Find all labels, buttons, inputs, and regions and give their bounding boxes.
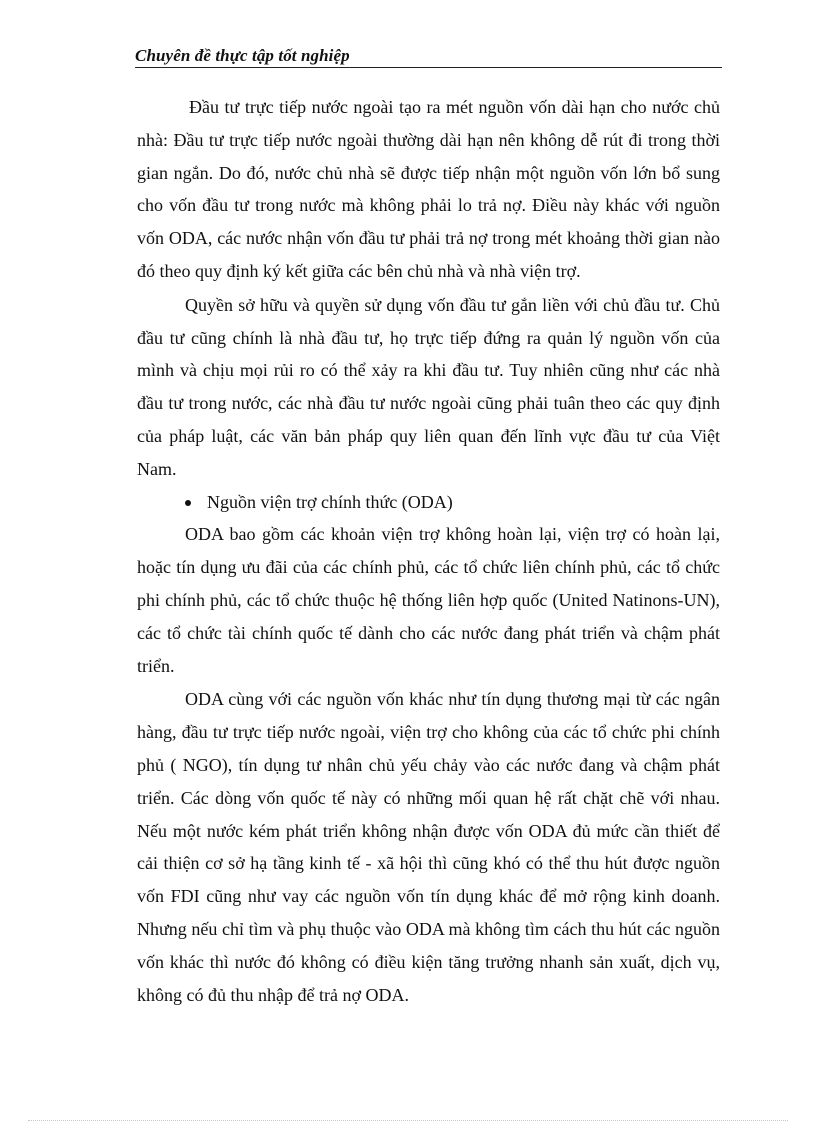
- page-header: [135, 46, 722, 68]
- paragraph-fdi-long-term-capital: Đầu tư trực tiếp nước ngoài tạo ra mét nguồn vốn dài hạn cho nước chủ nhà: Đầu tư trực tiếp nước ngoài thường dài hạn nên không dễ rút đi trong thời gian ngắn. Do đó, nước chủ nhà sẽ được tiếp nhận một nguồn vốn lớn bổ sung cho vốn đầu tư trong nước mà không phải lo trả nợ. Điều này khác với nguồn vốn ODA, các nước nhận vốn đầu tư phải trả nợ trong mét khoảng thời gian nào đó theo quy định ký kết giữa các bên chủ nhà và nhà viện trợ.: [137, 97, 720, 281]
- paragraph-oda-and-other-capital: ODA cùng với các nguồn vốn khác như tín dụng thương mại từ các ngân hàng, đầu tư trực tiếp nước ngoài, viện trợ cho không của các tổ chức phi chính phủ ( NGO), tín dụng tư nhân chủ yếu chảy vào các nước đang và chậm phát triển. Các dòng vốn quốc tế này có những mối quan hệ rất chặt chẽ với nhau. Nếu một nước kém phát triển không nhận được vốn ODA đủ mức cần thiết để cải thiện cơ sở hạ tầng kinh tế - xã hội thì cũng khó có thể thu hút được nguồn vốn FDI cũng như vay các nguồn vốn tín dụng khác để mở rộng kinh doanh. Nhưng nếu chỉ tìm và phụ thuộc vào ODA mà không tìm cách thu hút các nguồn vốn khác thì nước đó không có điều kiện tăng trưởng nhanh sản xuất, dịch vụ, không có đủ thu nhập để trả nợ ODA.: [137, 689, 720, 1005]
- bullet-item-label: Nguồn viện trợ chính thức (ODA): [207, 491, 453, 512]
- paragraph-ownership-and-use: Quyền sở hữu và quyền sử dụng vốn đầu tư gắn liền với chủ đầu tư. Chủ đầu tư cũng chính là nhà đầu tư, họ trực tiếp đứng ra quản lý nguồn vốn của mình và chịu mọi rủi ro có thể xảy ra khi đầu tư. Tuy nhiên cũng như các nhà đầu tư trong nước, các nhà đầu tư nước ngoài cũng phải tuân theo các quy định của pháp luật, các văn bản pháp quy liên quan đến lĩnh vực đầu tư của Việt Nam.: [137, 294, 720, 479]
- page-bottom-divider: [28, 1120, 788, 1121]
- page-header-title: Chuyên đề thực tập tốt nghiệp: [135, 46, 350, 65]
- bullet-dot-icon: [185, 500, 191, 506]
- bullet-item-oda-heading: [137, 486, 720, 519]
- document-body: [137, 91, 720, 1011]
- paragraph-oda-definition: ODA bao gồm các khoản viện trợ không hoàn lại, viện trợ có hoàn lại, hoặc tín dụng ưu đãi của các chính phủ, các tổ chức liên chính phủ, các tổ chức phi chính phủ, các tổ chức thuộc hệ thống liên hợp quốc (United Natinons-UN), các tổ chức tài chính quốc tế dành cho các nước đang phát triển và chậm phát triển.: [137, 524, 720, 676]
